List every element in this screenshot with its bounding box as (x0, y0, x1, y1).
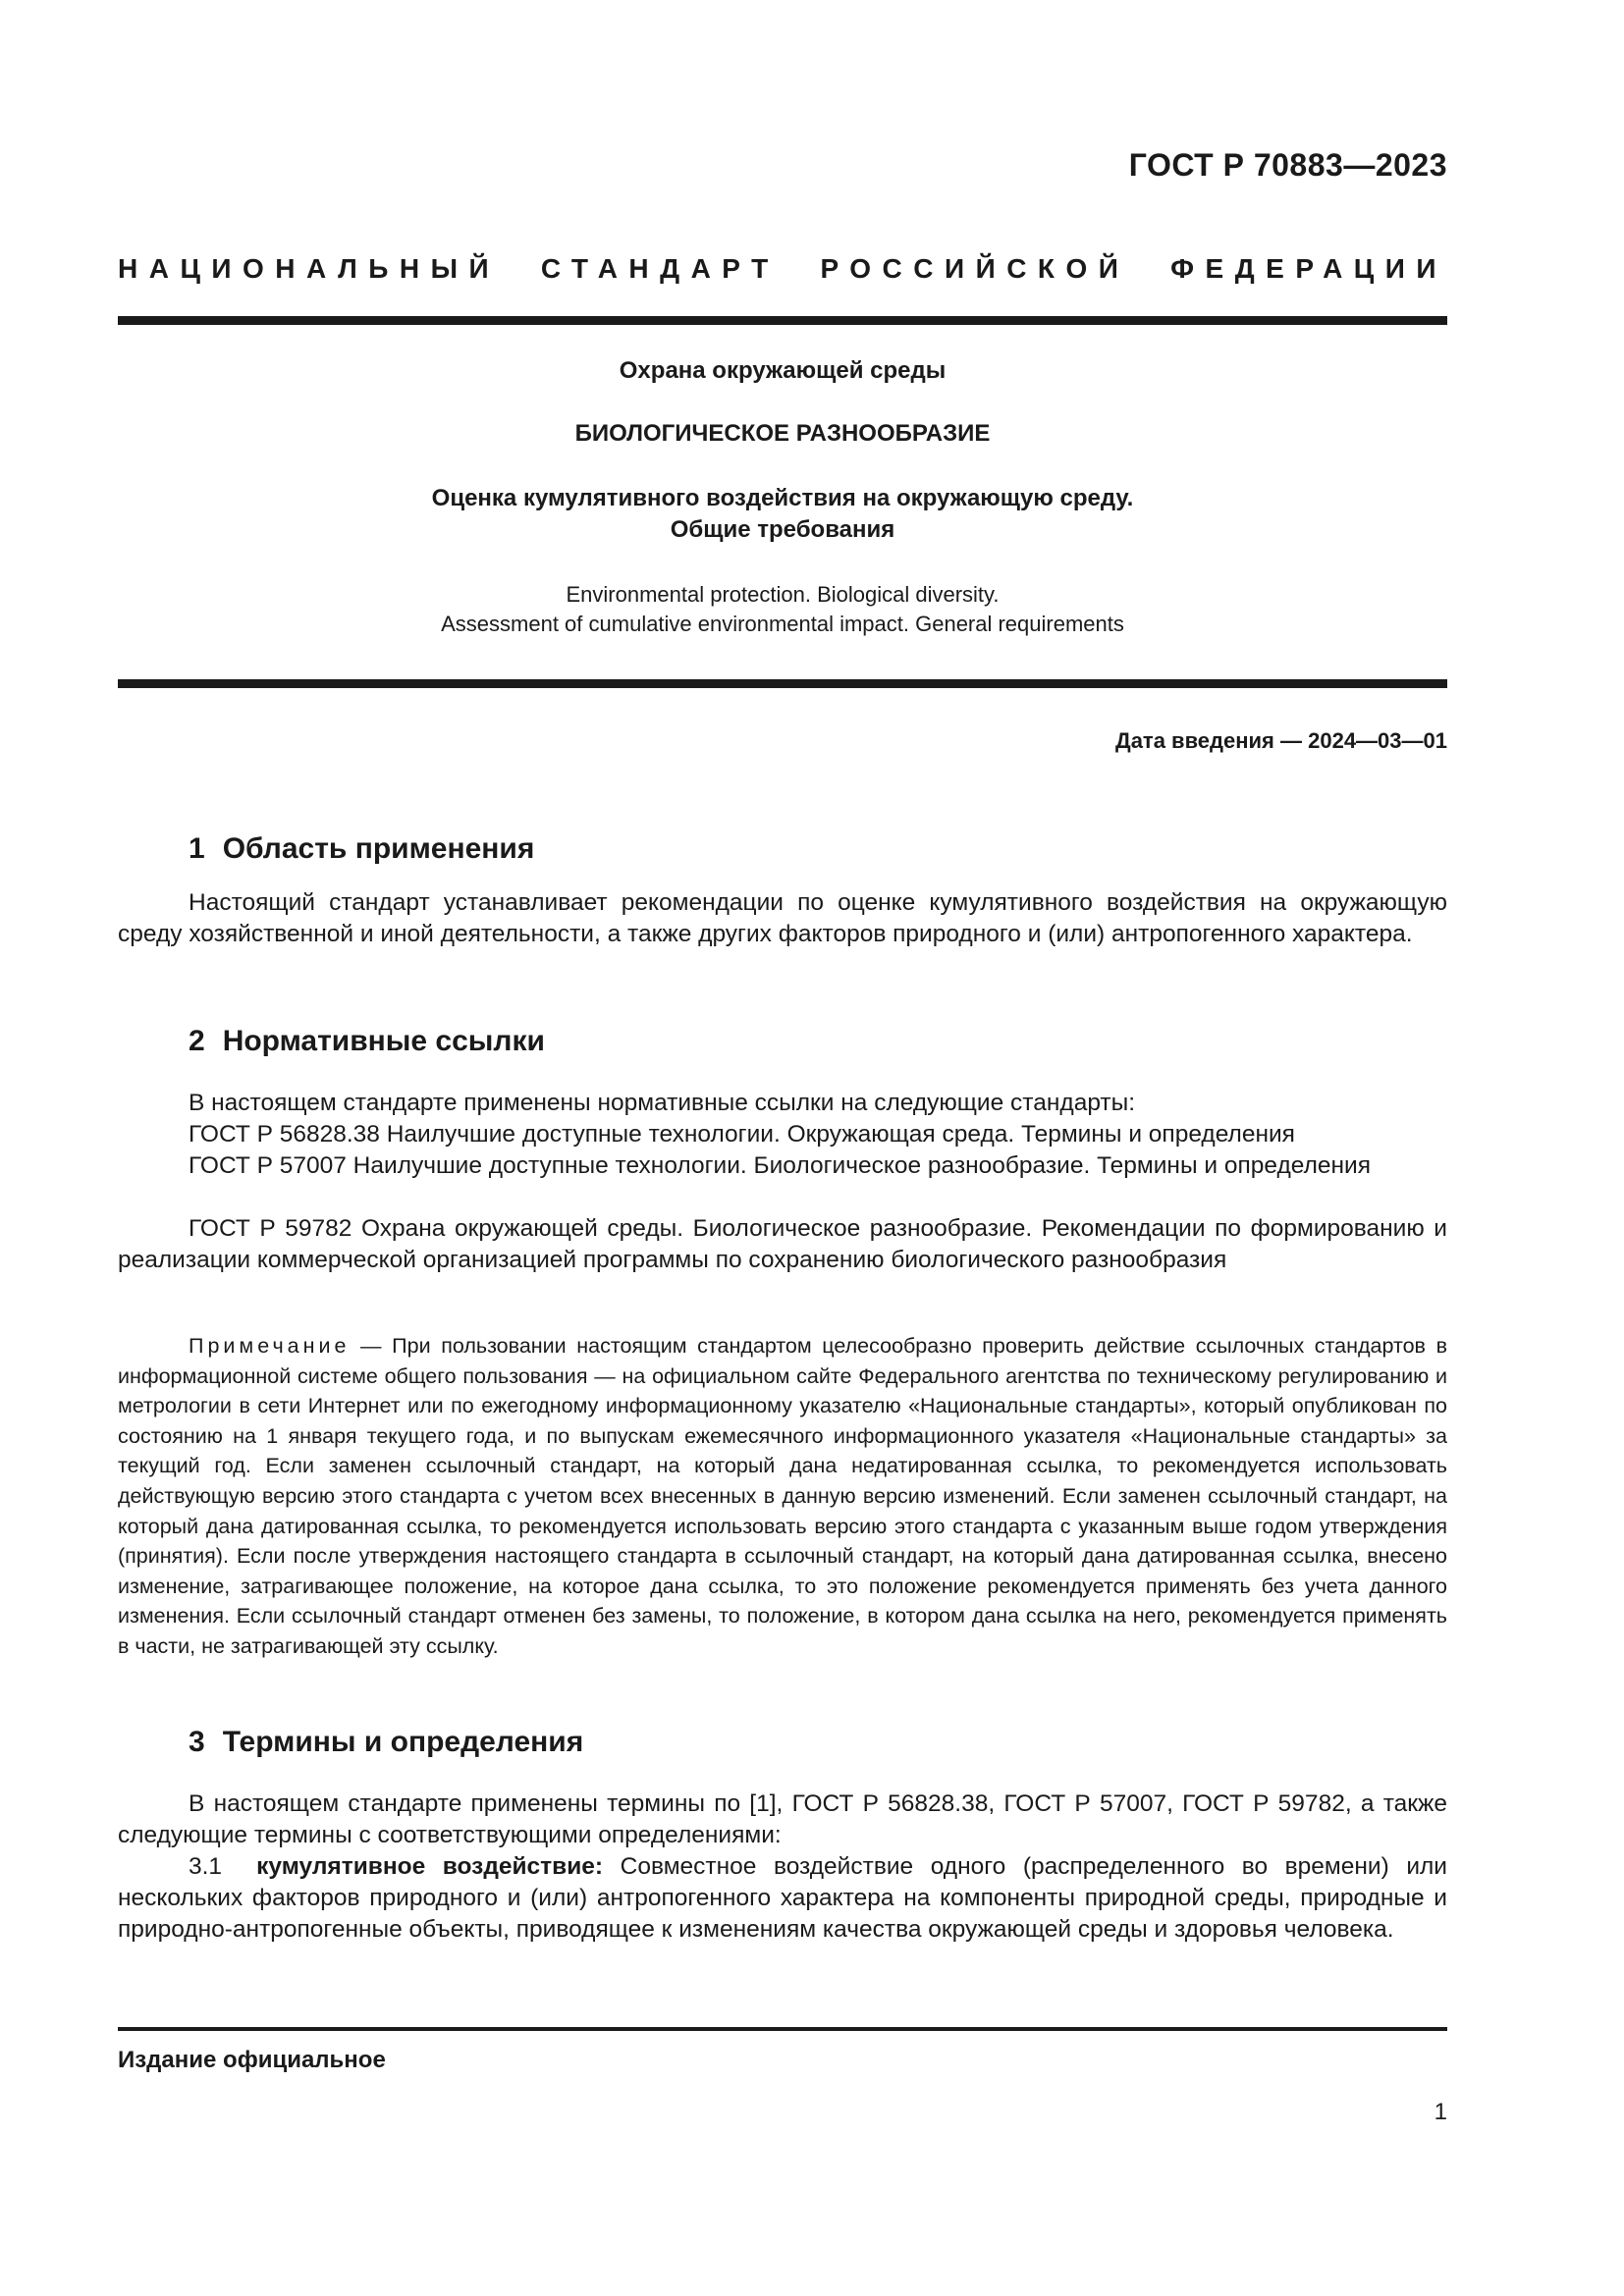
national-standard-banner: НАЦИОНАЛЬНЫЙ СТАНДАРТ РОССИЙСКОЙ ФЕДЕРАЦИИ (118, 253, 1447, 284)
section-2-title: Нормативные ссылки (222, 1025, 545, 1057)
note-text: — При пользовании настоящим стандартом целесообразно проверить действие ссылочных стандартов в информационной системе общего пользования — на официальном сайте Федерального агентства по техническому регулированию и метрологии в сети Интернет или по ежегодному информационному указателю «Национальные стандарты», который опубликован по состоянию на 1 января текущего года, и по выпускам ежемесячного информационного указателя «Национальные стандарты» за текущий год. Если заменен ссылочный стандарт, на который дана недатированная ссылка, то рекомендуется использовать действующую версию этого стандарта с учетом всех внесенных в данную версию изменений. Если заменен ссылочный стандарт, на который дана датированная ссылка, то рекомендуется использовать версию этого стандарта с указанным выше годом утверждения (принятия). Если после утверждения настоящего стандарта в ссылочный стандарт, на который дана датированная ссылка, внесено изменение, затрагивающее положение, на которое дана ссылка, то это положение рекомендуется применять без учета данного изменения. Если ссылочный стандарт отменен без замены, то положение, в котором дана ссылка на него, рекомендуется применять в части, не затрагивающей эту ссылку. (118, 1334, 1447, 1658)
english-title-line-1: Environmental protection. Biological diversity. (566, 582, 1000, 607)
title-line-1: Охрана окружающей среды (619, 357, 947, 384)
title-line-4: Общие требования (670, 516, 895, 543)
top-rule (118, 316, 1447, 325)
normative-reference-3: ГОСТ Р 59782 Охрана окружающей среды. Биологическое разнообразие. Рекомендации по формированию и реализации коммерческой организацией программы по сохранению биологического разнообразия (118, 1215, 1447, 1273)
section-2-heading (189, 1025, 545, 1058)
title-line-3: Оценка кумулятивного воздействия на окружающую среду. (431, 485, 1134, 511)
title-bottom-rule (118, 679, 1447, 688)
term-name: кумулятивное воздействие: (256, 1853, 604, 1880)
note-label: Примечание (189, 1334, 351, 1358)
official-edition-label: Издание официальное (118, 2047, 386, 2073)
section-1-title: Область применения (222, 832, 535, 865)
term-definition: Совместное воздействие одного (распределенного во времени) или нескольких факторов природного и (или) антропогенного характера на компоненты природной среды, природные и природно-антропогенные объекты, приводящее к изменениям качества окружающей среды и здоровья человека. (118, 1853, 1447, 1943)
title-line-2: БИОЛОГИЧЕСКОЕ РАЗНООБРАЗИЕ (574, 420, 991, 447)
section-2-note (118, 1331, 1447, 1662)
section-3-number: 3 (189, 1726, 205, 1758)
footer-rule (118, 2027, 1447, 2031)
page-number: 1 (1434, 2099, 1447, 2125)
term-3-1 (118, 1851, 1447, 1946)
document-page (118, 0, 1447, 2296)
section-3-heading (189, 1726, 583, 1759)
section-1-number: 1 (189, 832, 205, 865)
introduction-date: Дата введения — 2024—03—01 (1115, 728, 1447, 753)
section-1-paragraph: Настоящий стандарт устанавливает рекомендации по оценке кумулятивного воздействия на окружающую среду хозяйственной и иной деятельности, а также других факторов природного и (или) антропогенного характера. (118, 889, 1447, 947)
section-3-title: Термины и определения (222, 1726, 584, 1758)
english-title-line-2: Assessment of cumulative environmental impact. General requirements (441, 612, 1124, 636)
normative-reference-2: ГОСТ Р 57007 Наилучшие доступные технологии. Биологическое разнообразие. Термины и определения (189, 1152, 1371, 1179)
document-code: ГОСТ Р 70883—2023 (1128, 147, 1447, 183)
section-2-intro: В настоящем стандарте применены нормативные ссылки на следующие стандарты: (189, 1090, 1136, 1116)
section-1-heading (189, 832, 534, 866)
section-2-number: 2 (189, 1025, 205, 1057)
normative-reference-1: ГОСТ Р 56828.38 Наилучшие доступные технологии. Окружающая среда. Термины и определения (189, 1121, 1295, 1148)
section-3-intro: В настоящем стандарте применены термины по [1], ГОСТ Р 56828.38, ГОСТ Р 57007, ГОСТ Р 59782, а также следующие термины с соответствующими определениями: (118, 1790, 1447, 1848)
term-number: 3.1 (189, 1853, 223, 1880)
